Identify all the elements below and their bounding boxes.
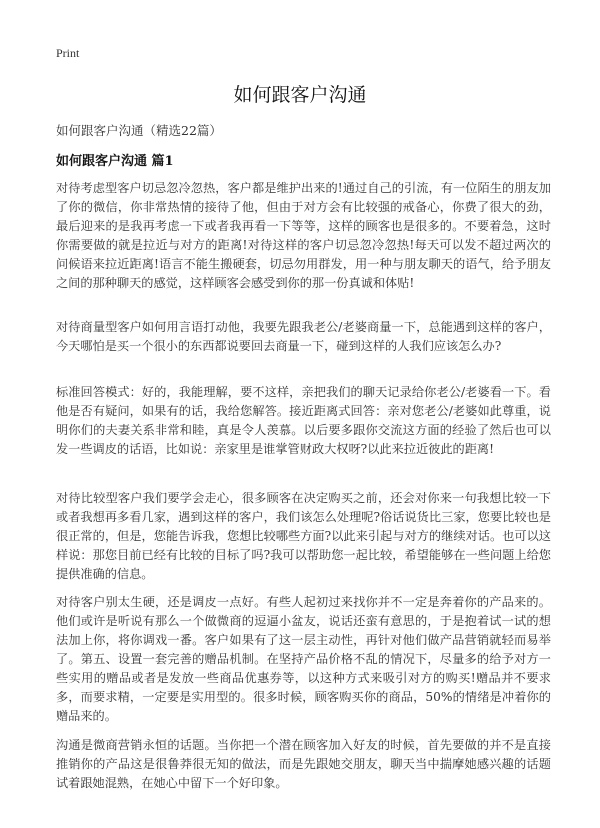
print-label: Print — [56, 46, 80, 60]
paragraph-4: 对待比较型客户我们要学会走心，很多顾客在决定购买之前，还会对你来一句我想比较一下或者我想再多看几家，遇到这样的客户，我们该怎么处理呢?俗话说货比三家，您要比较也是很正常的，但是，您能告诉我，您想比较哪些方面?以此来引起与对方的继续对话。也可以这样说：那您目前已经有比较的目标了吗?我可以帮助您一起比较，希望能够在一些问题上给您提供准确的信息。 — [56, 491, 551, 581]
document-subtitle: 如何跟客户沟通（精选22篇） — [56, 123, 222, 138]
paragraph-3: 标准回答模式：好的，我能理解，要不这样，亲把我们的聊天记录给你老公/老婆看一下。看他是否有疑问，如果有的话，我给您解答。接近距离式回答：亲对您老公/老婆如此尊重，说明你们的夫妻关系非常和睦，真是令人羡慕。以后要多跟你交流这方面的经验了然后也可以发一些调皮的话语，比如说：亲家里是谁掌管财政大权呀?以此来拉近彼此的距离! — [56, 385, 551, 456]
paragraph-1: 对待考虑型客户切忌忽冷忽热，客户都是维护出来的!通过自己的引流，有一位陌生的朋友加了你的微信，你非常热情的接待了他，但由于对方会有比较强的戒备心，你费了很大的劲，最后迎来的是我再考虑一下或者我再看一下等等，这样的顾客也是很多的。不要着急，这时你需要做的就是拉近与对方的距离!对待这样的客户切忌忽冷忽热!每天可以发不超过两次的问候语来拉近距离!语言不能生搬硬套，切忌勿用群发，用一种与朋友聊天的语气，给予朋友之间的那种聊天的感觉，这样顾客会感受到你的那一份真诚和体贴! — [56, 181, 551, 290]
paragraph-5: 对待客户别太生硬，还是调皮一点好。有些人起初过来找你并不一定是奔着你的产品来的。他们或许是听说有那么一个做微商的逗逼小盆友，说话还蛮有意思的，于是抱着试一试的想法加上你，将你调戏一番。客户如果有了这一层主动性，再针对他们做产品营销就轻而易举了。第五、设置一套完善的赠品机制。在坚持产品价格不乱的情况下，尽量多的给予对方一些实用的赠品或者是发放一些商品优惠券等，以这种方式来吸引对方的购买!赠品并不要求多，而要求精，一定要是实用型的。很多时候，顾客购买你的商品，50%的情绪是冲着你的赠品来的。 — [56, 595, 551, 723]
paragraph-2: 对待商量型客户如何用言语打动他，我要先跟我老公/老婆商量一下，总能遇到这样的客户，今天哪怕是买一个很小的东西都说要回去商量一下，碰到这样的人我们应该怎么办? — [56, 320, 551, 353]
paragraph-6: 沟通是微商营销永恒的话题。当你把一个潜在顾客加入好友的时候，首先要做的并不是直接推销你的产品这是很鲁莽很无知的做法，而是先跟她交朋友，聊天当中揣摩她感兴趣的话题试着跟她混熟，在她心中留下一个好印象。 — [56, 738, 551, 790]
section-heading: 如何跟客户沟通 篇1 — [56, 154, 174, 169]
page-title: 如何跟客户沟通 — [233, 84, 367, 106]
